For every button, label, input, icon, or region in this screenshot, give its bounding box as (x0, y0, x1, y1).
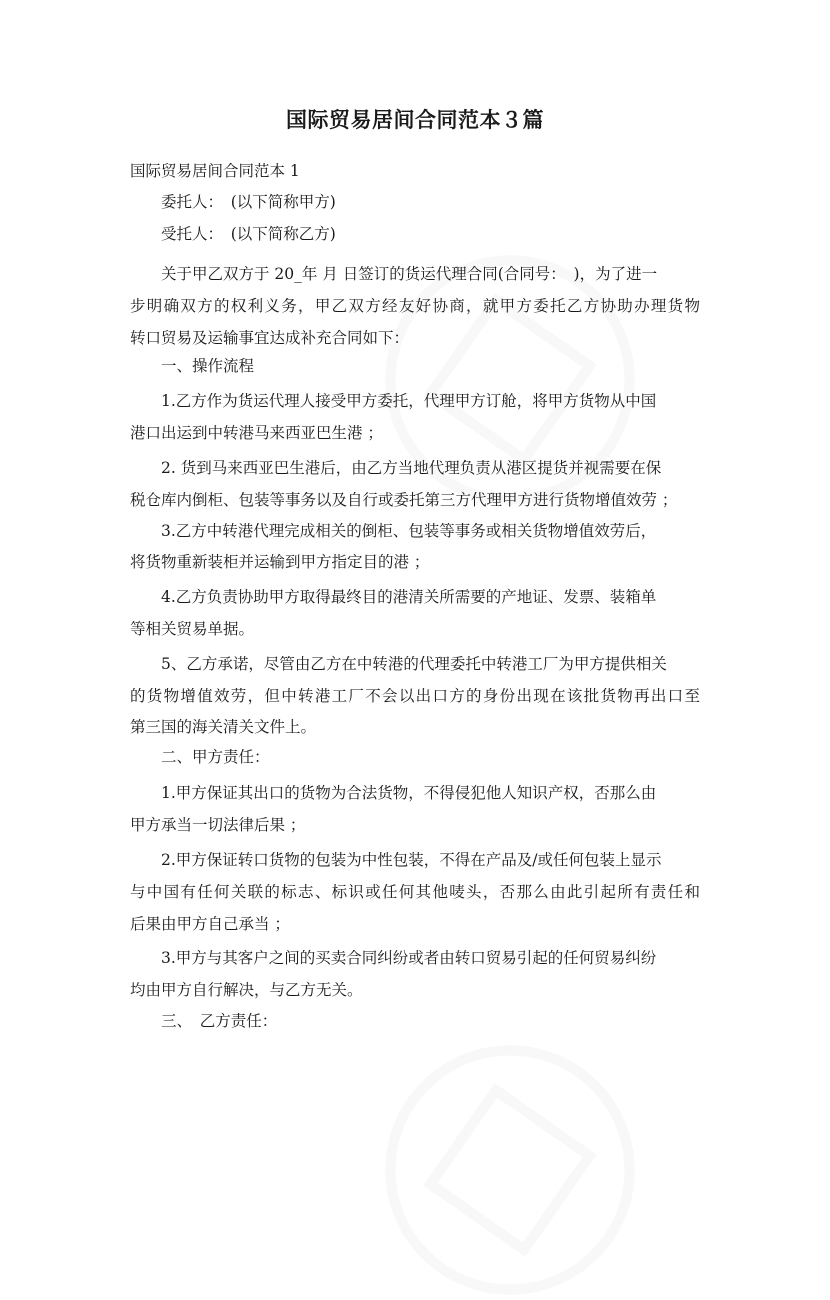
clause-line: 1.乙方作为货运代理人接受甲方委托，代理甲方订舱，将甲方货物从中国 (161, 392, 657, 410)
clause-line: 港口出运到中转港马来西亚巴生港 ； (130, 424, 383, 442)
clause-line: 3.甲方与其客户之间的买卖合同纠纷或者由转口贸易引起的任何贸易纠纷 (161, 949, 657, 967)
contract-subtitle: 国际贸易居间合同范本 1 (130, 162, 300, 180)
clause-line: 5、乙方承诺，尽管由乙方在中转港的代理委托中转港工厂为甲方提供相关 (161, 655, 667, 673)
section-heading: 二、甲方责任： (161, 748, 270, 766)
clause-line: 等相关贸易单据。 (130, 620, 255, 638)
clause-line: 均由甲方自行解决，与乙方无关。 (130, 981, 363, 999)
clause-line: 第三国的海关清关文件上。 (130, 718, 317, 736)
clause-line: 3.乙方中转港代理完成相关的倒柜、包装等事务或相关货物增值效劳后， (161, 522, 657, 540)
agent-line: 受托人： (以下简称乙方) (161, 225, 336, 243)
clause-line: 税仓库内倒柜、包装等事务以及自行或委托第三方代理甲方进行货物增值效劳 ； (130, 491, 678, 509)
clause-line: 4.乙方负责协助甲方取得最终目的港清关所需要的产地证、发票、装箱单 (161, 588, 657, 606)
clause-line: 1.甲方保证其出口的货物为合法货物，不得侵犯他人知识产权，否那么由 (161, 784, 657, 802)
client-line: 委托人： (以下简称甲方) (161, 193, 336, 211)
clause-line: 2.甲方保证转口货物的包装为中性包装，不得在产品及/或任何包装上显示 (161, 851, 662, 869)
clause-line: 的货物增值效劳，但中转港工厂不会以出口方的身份出现在该批货物再出口至 (130, 687, 700, 705)
intro-line: 关于甲乙双方于 20_年 月 日签订的货运代理合同(合同号： )，为了进一 (161, 265, 658, 283)
clause-line: 将货物重新装柜并运输到甲方指定目的港 ； (130, 553, 430, 571)
section-heading: 三、 乙方责任： (161, 1012, 278, 1030)
clause-line: 后果由甲方自己承当 ； (130, 915, 290, 933)
intro-line: 步明确双方的权利义务，甲乙双方经友好协商，就甲方委托乙方协助办理货物 (130, 297, 700, 315)
clause-line: 2. 货到马来西亚巴生港后，由乙方当地代理负责从港区提货并视需要在保 (161, 459, 662, 477)
clause-line: 与中国有任何关联的标志、标识或任何其他唛头，否那么由此引起所有责任和 (130, 883, 700, 901)
document-title: 国际贸易居间合同范本３篇 (286, 108, 544, 132)
intro-line: 转口贸易及运输事宜达成补充合同如下： (130, 329, 410, 347)
clause-line: 甲方承当一切法律后果 ； (130, 816, 306, 834)
section-heading: 一、操作流程 (161, 357, 255, 375)
